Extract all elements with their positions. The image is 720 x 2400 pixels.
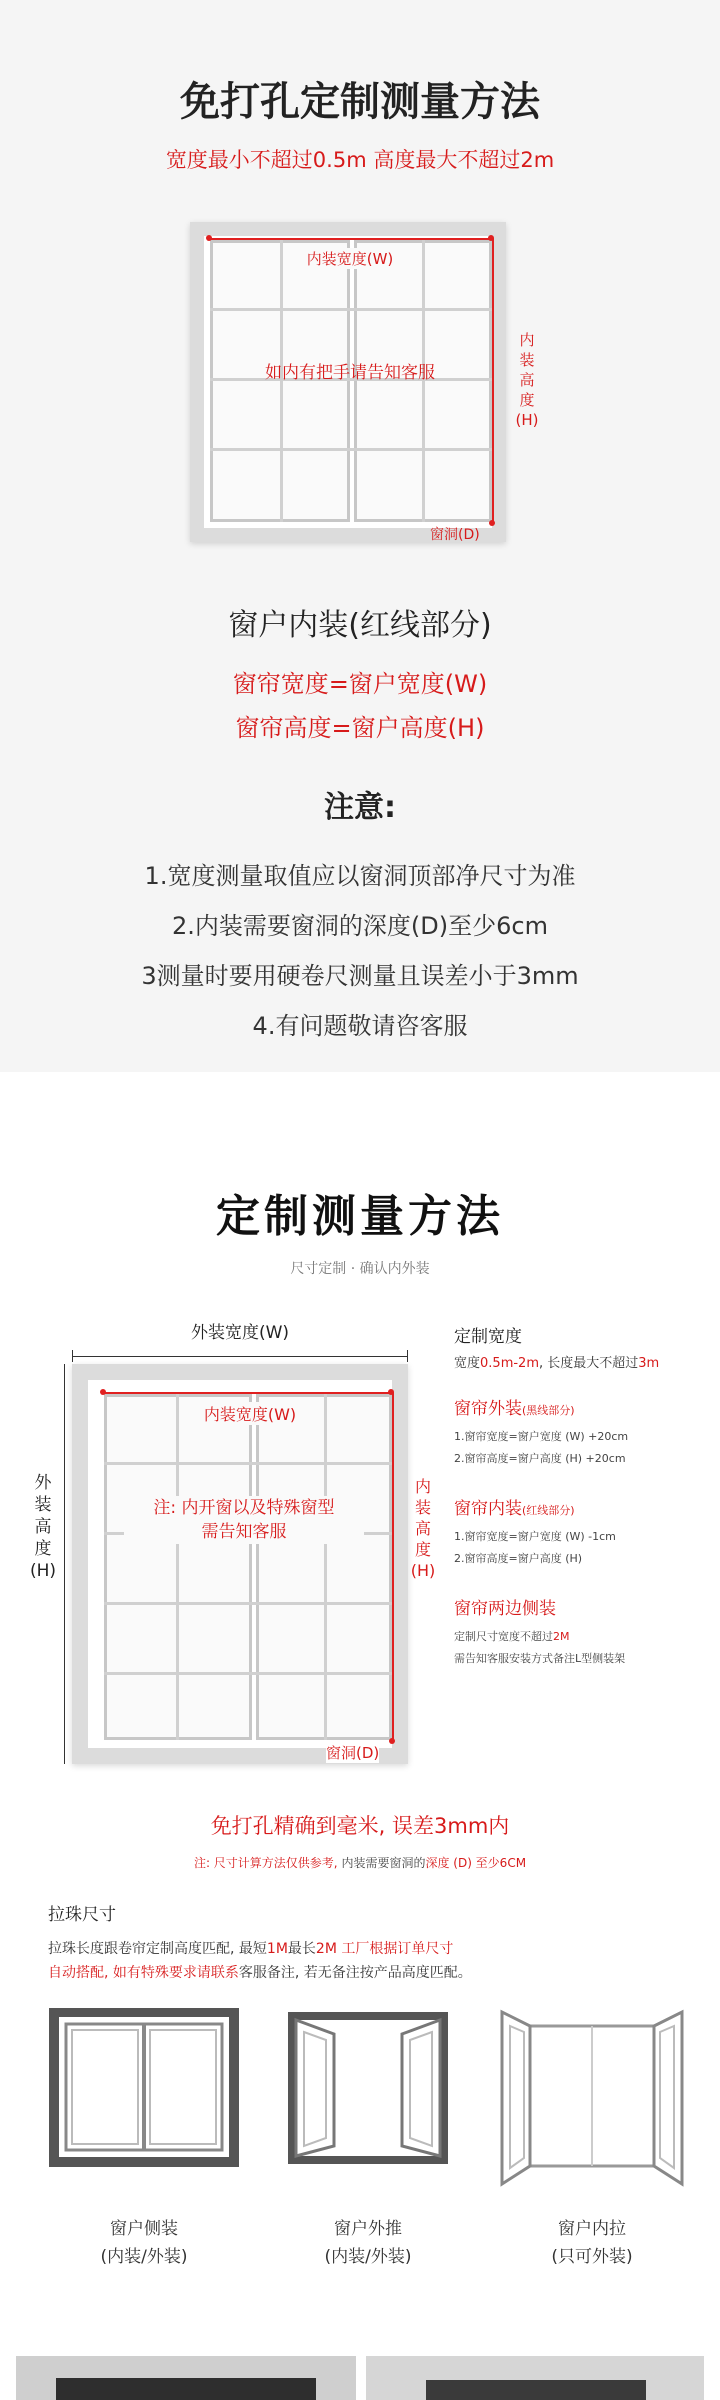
caution-note: 注: 尺寸计算方法仅供参考, 内装需要窗洞的深度 (D) 至少6CM [193, 1856, 527, 1870]
window-type-name: 窗户外推 [334, 2219, 402, 2239]
note-item: 4.有问题敬请咨客服 [252, 1012, 468, 1040]
side-install-line: 需告知客服安装方式备注L型侧装架 [454, 1652, 626, 1665]
inner-height-line [392, 1392, 394, 1742]
custom-width-title: 定制宽度 [454, 1327, 522, 1347]
outward-window-icon [272, 2008, 464, 2168]
depth-label: 窗洞(D) [326, 1744, 380, 1762]
closed-window-icon [48, 2008, 240, 2168]
precision-note: 免打孔精确到毫米, 误差3mm内 [210, 1814, 510, 1838]
product-photo-left [16, 2356, 356, 2400]
grid-line [210, 308, 492, 311]
grid-line [210, 448, 492, 451]
outer-install-line: 2.窗帘高度=窗户高度 (H) +20cm [454, 1452, 626, 1465]
outer-install-line: 1.窗帘宽度=窗户宽度 (W) +20cm [454, 1430, 629, 1443]
inner-width-label: 内装宽度(W) [290, 248, 410, 269]
outer-height-line [64, 1364, 65, 1764]
measure-dot [206, 235, 212, 241]
outer-height-label: 外 装 高 度 (H) [29, 1473, 57, 1581]
outer-install-title: 窗帘外装(黑线部分) [454, 1399, 575, 1419]
inner-height-line [492, 238, 494, 524]
section2-subtitle: 尺寸定制 · 确认内外装 [290, 1261, 430, 1277]
measure-section-no-drill [0, 0, 720, 1072]
bead-line: 自动搭配, 如有特殊要求请联系客服备注, 若无备注按产品高度匹配。 [48, 1965, 472, 1981]
window-type-sub: (内装/外装) [100, 2247, 188, 2267]
custom-width-text: 宽度0.5m-2m, 长度最大不超过3m [454, 1356, 660, 1371]
inner-height-label: 内 装 高 度 (H) [515, 331, 539, 429]
section1-subtitle: 宽度最小不超过0.5m 高度最大不超过2m [165, 148, 555, 172]
outer-width-label: 外装宽度(W) [190, 1323, 290, 1343]
outer-width-line [72, 1356, 408, 1357]
window-type-name: 窗户内拉 [558, 2219, 626, 2239]
note-item: 1.宽度测量取值应以窗洞顶部净尺寸为准 [144, 862, 576, 890]
section1-title: 免打孔定制测量方法 [180, 79, 540, 125]
formula-height: 窗帘高度=窗户高度(H) [235, 714, 485, 742]
inner-install-line: 1.窗帘宽度=窗户宽度 (W) -1cm [454, 1530, 616, 1543]
tick [72, 1350, 73, 1362]
product-photo-right [366, 2356, 704, 2400]
inner-install-title: 窗帘内装(红线部分) [454, 1499, 575, 1519]
inner-install-heading: 窗户内装(红线部分) [228, 608, 492, 643]
section2-title: 定制测量方法 [216, 1191, 504, 1242]
window-type-side [48, 2008, 240, 2320]
tick [407, 1350, 408, 1362]
grid-line [324, 1394, 327, 1740]
bead-line: 拉珠长度跟卷帘定制高度匹配, 最短1M最长2M 工厂根据订单尺寸 [48, 1941, 454, 1957]
side-install-title: 窗帘两边侧装 [454, 1599, 556, 1619]
grid-line [104, 1602, 392, 1605]
blind-slats [426, 2380, 646, 2400]
bead-title: 拉珠尺寸 [48, 1905, 116, 1925]
note-item: 2.内装需要窗洞的深度(D)至少6cm [172, 912, 548, 940]
note-item: 3测量时要用硬卷尺测量且误差小于3mm [141, 962, 579, 990]
grid-line [104, 1462, 392, 1465]
inner-width-line [104, 1392, 392, 1394]
grid-line [104, 1672, 392, 1675]
measure-dot [100, 1389, 106, 1395]
depth-label: 窗洞(D) [430, 527, 480, 543]
window-type-sub: (内装/外装) [324, 2247, 412, 2267]
window-type-name: 窗户侧装 [110, 2219, 178, 2239]
side-install-line: 定制尺寸宽度不超过2M [454, 1630, 570, 1643]
window-type-inward [496, 2008, 688, 2320]
window-type-outward [272, 2008, 464, 2320]
handle-note: 如内有把手请告知客服 [265, 363, 435, 383]
inward-window-icon [496, 2008, 688, 2188]
notes-title: 注意: [324, 790, 396, 825]
inner-height-label: 内 装 高 度 (H) [410, 1477, 436, 1580]
inner-width-line [210, 238, 492, 240]
inner-install-line: 2.窗帘高度=窗户高度 (H) [454, 1552, 583, 1565]
window-type-sub: (只可外装) [551, 2247, 633, 2267]
measure-section-custom [0, 1072, 720, 2400]
formula-width: 窗帘宽度=窗户宽度(W) [232, 670, 488, 698]
blind-slats [56, 2378, 316, 2400]
measure-dot [389, 1738, 395, 1744]
measure-dot [489, 520, 495, 526]
special-window-note: 注: 内开窗以及特殊窗型 需告知客服 [124, 1496, 364, 1544]
inner-width-label: 内装宽度(W) [180, 1402, 320, 1425]
grid-line [176, 1394, 179, 1740]
